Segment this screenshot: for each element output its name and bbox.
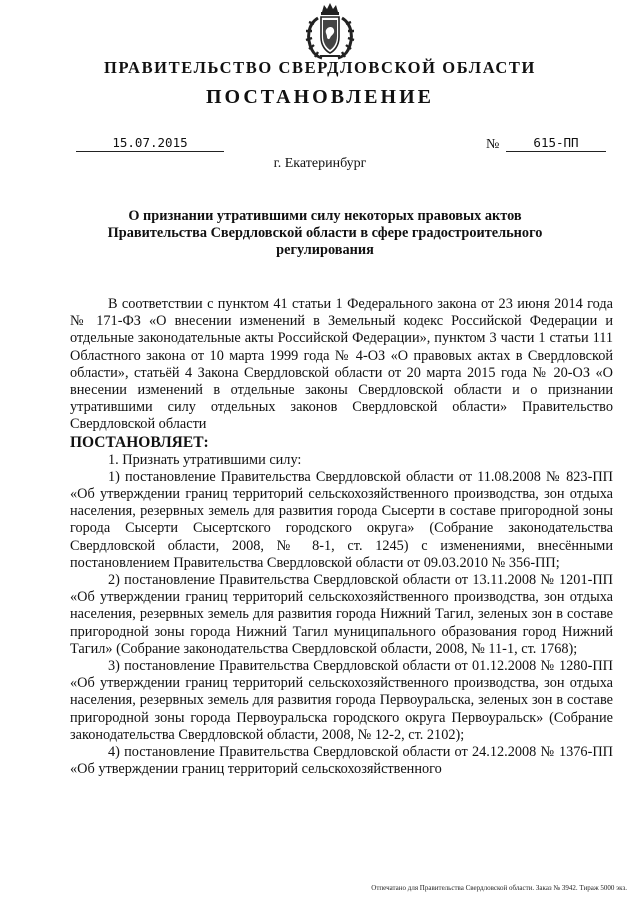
- number-label: №: [486, 137, 500, 152]
- subitem-2-paragraph: 2) постановление Правительства Свердловской области от 13.11.2008 № 1201-ПП «Об утверждении границ территорий сельскохозяйственного производства, зон отдыха населения, резервных земель для развития города Нижний Тагил, зеленых зон в составе пригородной зоны города Нижний Тагил муниципального образования город Нижний Тагил» (Собрание законодательства Свердловской области, 2008, № 11-1, ст. 1768);: [70, 572, 613, 657]
- preamble-paragraph: В соответствии с пунктом 41 статьи 1 Федерального закона от 23 июня 2014 года № 171-ФЗ «О внесении изменений в Земельный кодекс Российской Федерации и отдельные законодательные акты Российской Федерации», пунктом 3 части 1 статьи 111 Областного закона от 10 марта 1999 года № 4-ОЗ «О правовых актах в Свердловской области», статьёй 4 Закона Свердловской области от 20 марта 2015 года № 20-ОЗ «О внесении изменений в отдельные законы Свердловской области и о признании утратившими силу отдельных законов Свердловской области» Правительство Свердловской области: [70, 296, 613, 433]
- subitem-4-paragraph: 4) постановление Правительства Свердловской области от 24.12.2008 № 1376-ПП «Об утверждении границ территорий сельскохозяйственного: [70, 744, 613, 778]
- issue-city: г. Екатеринбург: [273, 156, 367, 171]
- document-body: [70, 296, 613, 778]
- document-number: 615-ПП: [506, 135, 606, 152]
- item-1-paragraph: 1. Признать утратившими силу:: [108, 451, 302, 468]
- document-type-title: ПОСТАНОВЛЕНИЕ: [206, 86, 434, 108]
- document-subject: О признании утратившими силу некоторых правовых актов Правительства Свердловской области в сфере градостроительного регулирования: [107, 208, 543, 258]
- subitem-1-paragraph: 1) постановление Правительства Свердловской области от 11.08.2008 № 823-ПП «Об утверждении границ территорий сельскохозяйственного производства, зон отдыха населения, резервных земель для развития города Сысерти в составе пригородной зоны города Сысерти Сысертского городского округа» (Собрание законодательства Свердловской области, 2008, № 8-1, ст. 1245) с изменениями, внесёнными постановлением Правительства Свердловской области от 09.03.2010 № 356-ПП;: [70, 468, 613, 571]
- document-date: 15.07.2015: [76, 135, 224, 152]
- government-title: ПРАВИТЕЛЬСТВО СВЕРДЛОВСКОЙ ОБЛАСТИ: [104, 58, 536, 77]
- coat-of-arms-icon: [300, 2, 360, 60]
- subitem-3-paragraph: 3) постановление Правительства Свердловской области от 01.12.2008 № 1280-ПП «Об утверждении границ территорий сельскохозяйственного производства, зон отдыха населения, резервных земель для развития города Первоуральска, зеленых зон в составе пригородной зоны города Первоуральска городского округа Первоуральск» (Собрание законодательства Свердловской области, 2008, № 12-2, ст. 2102);: [70, 658, 613, 743]
- resolves-heading: ПОСТАНОВЛЯЕТ:: [70, 433, 209, 451]
- print-footer: Отпечатано для Правительства Свердловской области. Заказ № 3942. Тираж 5000 экз.: [371, 884, 627, 892]
